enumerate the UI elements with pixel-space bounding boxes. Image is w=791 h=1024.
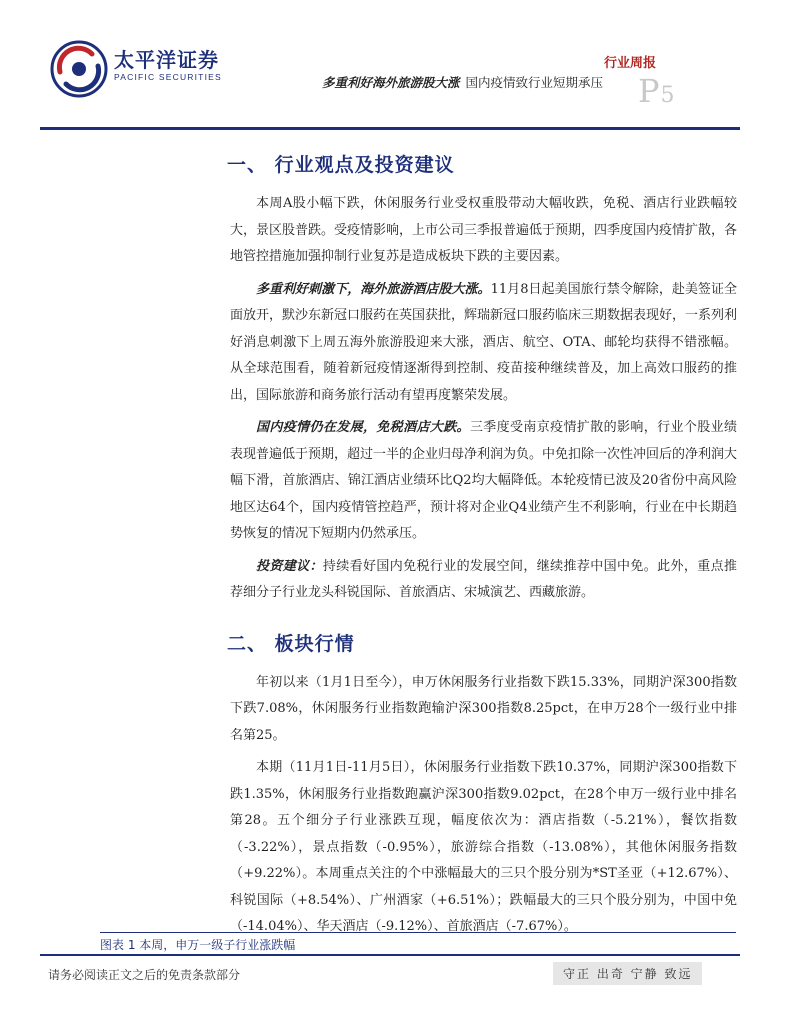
company-logo (50, 40, 230, 100)
report-subtitle (322, 73, 603, 91)
paragraph-2-body: 11月8日起美国旅行禁令解除，赴美签证全面放开，默沙东新冠口服药在英国获批，辉瑞新冠口服药临床三期数据表现好，一系列利好消息刺激下上周五海外旅游股迎来大涨，酒店、航空、OTA、邮轮均获得不错涨幅。从全球范围看，随着新冠疫情逐渐得到控制、疫苗接种继续普及，加上高效口服药的推出，国际旅游和商务旅行活动有望再度繁荣发展。 (230, 281, 738, 403)
footer-disclaimer: 请务必阅读正文之后的免责条款部分 (48, 968, 241, 982)
section-1-title: 一、 行业观点及投资建议 (227, 154, 455, 176)
subtitle-bold: 多重利好海外旅游股大涨 (322, 75, 460, 90)
header-divider (40, 127, 740, 130)
brand-name-en: PACIFIC SECURITIES (114, 72, 222, 82)
footer-motto: 守正 出奇 宁静 致远 (553, 962, 702, 985)
section-1-paragraph-3 (230, 415, 737, 548)
main-content (227, 150, 738, 947)
subtitle-rest: 国内疫情致行业短期承压 (465, 75, 604, 90)
paragraph-2-lead: 多重利好刺激下，海外旅游酒店股大涨。 (256, 281, 491, 297)
page-letter: P (638, 72, 661, 110)
section-2-paragraph-2: 本期（11月1日-11月5日），休闲服务行业指数下跌10.37%，同期沪深300指数下跌1.35%，休闲服务行业指数跑赢沪深300指数9.02pct，在28个申万一级行业中排名第28。五个细分子行业涨跌互现，幅度依次为：酒店指数（-5.21%），餐饮指数（-3.22%），景点指数（-0.95%），旅游综合指数（-13.08%），其他休闲服务指数（+9.22%）。本周重点关注的个中涨幅最大的三只个股分别为*ST圣亚（+12.67%）、科锐国际（+8.54%）、广州酒家（+6.51%）；跌幅最大的三只个股分别为，中国中免（-14.04%）、华天酒店（-9.12%）、首旅酒店（-7.67%）。 (230, 760, 737, 934)
figure-caption: 图表 1 本周，申万一级子行业涨跌幅 (100, 932, 736, 953)
section-1-paragraph-1: 本周A股小幅下跌，休闲服务行业受权重股带动大幅收跌，免税、酒店行业跌幅较大，景区股普跌。受疫情影响，上市公司三季报普遍低于预期，四季度国内疫情扩散，各地管控措施加强抑制行业复苏是造成板块下跌的主要因素。 (230, 196, 738, 264)
section-2-paragraph-1: 年初以来（1月1日至今），申万休闲服务行业指数下跌15.33%，同期沪深300指数下跌7.08%，休闲服务行业指数跑输沪深300指数8.25pct，在申万28个一级行业中排名第25。 (230, 674, 737, 743)
pacific-securities-logo-icon (50, 40, 108, 98)
footer-divider (40, 954, 740, 956)
page-number (638, 72, 676, 110)
section-1-paragraph-4 (230, 554, 737, 607)
report-type: 行业周报 (603, 56, 656, 71)
page-digit: 5 (660, 83, 676, 108)
section-2-title: 二、 板块行情 (227, 632, 355, 655)
section-1-paragraph-2 (230, 277, 737, 410)
paragraph-4-lead: 投资建议： (256, 558, 323, 574)
paragraph-4-body: 持续看好国内免税行业的发展空间，继续推荐中国中免。此外，重点推荐细分子行业龙头科锐国际、首旅酒店、宋城演艺、西藏旅游。 (230, 558, 737, 600)
brand-name-cn: 太平洋证券 (114, 48, 219, 72)
paragraph-3-body: 三季度受南京疫情扩散的影响，行业个股业绩表现普遍低于预期，超过一半的企业归母净利润为负。中免扣除一次性冲回后的净利润大幅下滑，首旅酒店、锦江酒店业绩环比Q2均大幅降低。本轮疫情已波及20省份中高风险地区达64个，国内疫情管控趋严，预计将对企业Q4业绩产生不利影响，行业在中长期趋势恢复的情况下短期内仍然承压。 (230, 420, 738, 541)
paragraph-3-lead: 国内疫情仍在发展，免税酒店大跌。 (256, 420, 470, 435)
